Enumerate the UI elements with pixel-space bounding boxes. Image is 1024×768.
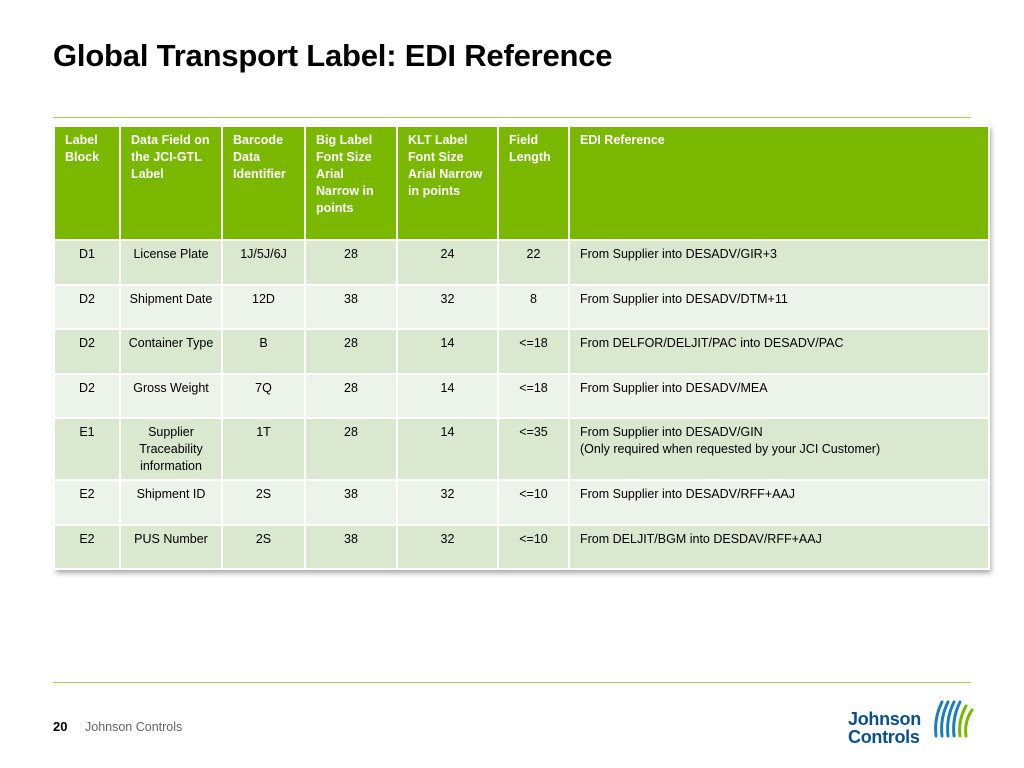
cell-block: D2 — [54, 285, 120, 330]
cell-klt-font: 14 — [397, 374, 498, 419]
logo-line-1: Johnson — [848, 709, 921, 729]
cell-klt-font: 32 — [397, 525, 498, 570]
table-row — [54, 240, 989, 285]
cell-big-font: 38 — [305, 525, 397, 570]
cell-identifier: 1J/5J/6J — [222, 240, 305, 285]
cell-field: Shipment ID — [120, 480, 222, 525]
cell-edi-reference — [569, 525, 989, 570]
cell-field: License Plate — [120, 240, 222, 285]
header-klt-label-font: KLT Label Font Size Arial Narrow in points — [397, 126, 498, 240]
table-row — [54, 418, 989, 480]
edi-reference-text: From Supplier into DESADV/MEA — [580, 380, 768, 395]
cell-identifier: 7Q — [222, 374, 305, 419]
edi-reference-table — [53, 125, 988, 570]
cell-edi-reference — [569, 374, 989, 419]
edi-reference-text: From Supplier into DESADV/GIR+3 — [580, 247, 777, 261]
header-row — [54, 126, 989, 240]
title-divider — [53, 117, 971, 118]
cell-block: D2 — [54, 374, 120, 419]
cell-edi-reference — [569, 418, 989, 480]
cell-block: D2 — [54, 329, 120, 374]
cell-length: <=18 — [498, 374, 569, 419]
header-barcode-identifier: Barcode Data Identifier — [222, 126, 305, 240]
logo-line-2: Controls — [848, 727, 920, 747]
cell-klt-font: 32 — [397, 480, 498, 525]
cell-klt-font: 24 — [397, 240, 498, 285]
cell-identifier: 2S — [222, 525, 305, 570]
edi-reference-text: From Supplier into DESADV/RFF+AAJ — [580, 487, 795, 501]
cell-block: E2 — [54, 525, 120, 570]
header-field-length: Field Length — [498, 126, 569, 240]
cell-edi-reference — [569, 480, 989, 525]
cell-length: <=10 — [498, 525, 569, 570]
table-row — [54, 374, 989, 419]
cell-length: <=10 — [498, 480, 569, 525]
logo-wordmark — [848, 710, 921, 746]
edi-reference-text: From Supplier into DESADV/GIN — [580, 425, 763, 439]
cell-field: Container Type — [120, 329, 222, 374]
cell-klt-font: 14 — [397, 418, 498, 480]
cell-edi-reference — [569, 240, 989, 285]
cell-field: Gross Weight — [120, 374, 222, 419]
slide-title: Global Transport Label: EDI Reference — [53, 38, 613, 73]
cell-big-font: 28 — [305, 374, 397, 419]
header-label-block: Label Block — [54, 126, 120, 240]
cell-identifier: 1T — [222, 418, 305, 480]
cell-field: PUS Number — [120, 525, 222, 570]
cell-length: <=18 — [498, 329, 569, 374]
table-row — [54, 329, 989, 374]
cell-edi-reference — [569, 329, 989, 374]
cell-big-font: 28 — [305, 418, 397, 480]
table-row — [54, 285, 989, 330]
cell-length: <=35 — [498, 418, 569, 480]
cell-identifier: 12D — [222, 285, 305, 330]
header-edi-reference: EDI Reference — [569, 126, 989, 240]
edi-reference-text: From DELJIT/BGM into DESDAV/RFF+AAJ — [580, 531, 822, 546]
cell-block: E2 — [54, 480, 120, 525]
cell-big-font: 28 — [305, 329, 397, 374]
cell-klt-font: 14 — [397, 329, 498, 374]
edi-reference-text: From DELFOR/DELJIT/PAC into DESADV/PAC — [580, 336, 844, 350]
cell-length: 8 — [498, 285, 569, 330]
cell-identifier: B — [222, 329, 305, 374]
cell-klt-font: 32 — [397, 285, 498, 330]
edi-reference-note: (Only required when requested by your JCI Customer) — [580, 442, 881, 456]
logo-swoosh-icon — [932, 696, 976, 742]
cell-length: 22 — [498, 240, 569, 285]
page-number: 20 — [53, 719, 68, 734]
table-row — [54, 480, 989, 525]
johnson-controls-logo — [848, 696, 978, 756]
cell-edi-reference — [569, 285, 989, 330]
header-data-field: Data Field on the JCI-GTL Label — [120, 126, 222, 240]
header-big-label-font: Big Label Font Size Arial Narrow in points — [305, 126, 397, 240]
cell-big-font: 28 — [305, 240, 397, 285]
cell-block: E1 — [54, 418, 120, 480]
footer-divider — [53, 682, 971, 683]
cell-field: Supplier Traceability information — [120, 418, 222, 480]
cell-big-font: 38 — [305, 480, 397, 525]
footer-company: Johnson Controls — [85, 720, 183, 734]
cell-identifier: 2S — [222, 480, 305, 525]
table-row — [54, 525, 989, 570]
cell-block: D1 — [54, 240, 120, 285]
edi-reference-text: From Supplier into DESADV/DTM+11 — [580, 291, 788, 306]
cell-field: Shipment Date — [120, 285, 222, 330]
cell-big-font: 38 — [305, 285, 397, 330]
